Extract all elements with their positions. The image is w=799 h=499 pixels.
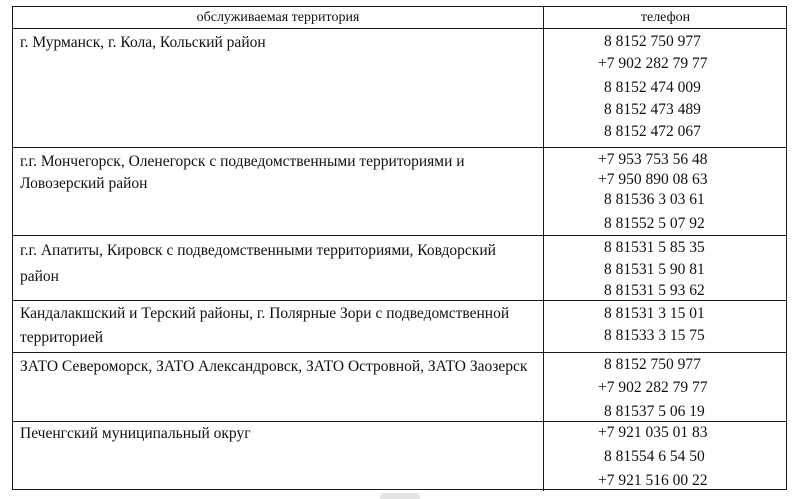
contacts-table [12,6,787,490]
phone-number: 8 8152 472 067 [604,123,701,140]
phone-number: 8 81554 6 54 50 [604,448,705,465]
territory-cell [13,29,544,147]
table-header-row [13,7,786,29]
phone-number: 8 81531 5 85 35 [604,239,705,256]
phone-number: +7 902 282 79 77 [598,55,708,72]
table-row [13,148,786,236]
phone-number: +7 902 282 79 77 [598,379,708,396]
phone-cell [544,353,787,421]
phone-number: 8 8152 750 977 [604,33,701,50]
table-row [13,353,786,422]
header-territory [13,7,544,28]
territory-text: ЗАТО Североморск, ЗАТО Александровск, ЗАТО Островной, ЗАТО Заозерск [20,358,528,375]
phone-number: 8 81537 5 06 19 [604,403,705,420]
phone-cell [544,236,787,300]
phone-number: 8 81531 3 15 01 [604,305,705,322]
phone-number: +7 950 890 08 63 [598,171,708,188]
phone-cell [544,301,787,352]
phone-number: 8 8152 750 977 [604,356,701,373]
territory-text: г.г. Мончегорск, Оленегорск с подведомственными территориями и Ловозерский район [20,153,465,192]
scroll-handle[interactable] [380,493,420,499]
table-row [13,29,786,148]
header-phone-label: телефон [640,9,691,25]
header-phone [544,7,787,28]
header-territory-label: обслуживаемая территория [196,9,360,25]
territory-cell [13,236,544,300]
phone-number: 8 81552 5 07 92 [604,215,705,232]
phone-number: 8 8152 474 009 [604,79,701,96]
territory-cell [13,148,544,235]
phone-number: 8 81536 3 03 61 [604,191,705,208]
table-row [13,236,786,301]
territory-cell [13,301,544,352]
phone-cell [544,422,787,491]
phone-number: 8 81531 5 90 81 [604,261,705,278]
phone-number: 8 81531 5 93 62 [604,282,705,299]
table-row [13,301,786,353]
phone-number: +7 953 753 56 48 [598,151,708,168]
territory-text: Печенгский муниципальный округ [20,425,251,442]
territory-text: г.г. Апатиты, Кировск с подведомственными территориями, Ковдорский район [20,242,496,285]
phone-number: +7 921 516 00 22 [598,472,708,489]
phone-cell [544,148,787,235]
table-row [13,422,786,491]
phone-number: 8 8152 473 489 [604,101,701,118]
territory-cell [13,422,544,491]
territory-text: г. Мурманск, г. Кола, Кольский район [20,34,266,51]
phone-cell [544,29,787,147]
territory-text: Кандалакшский и Терский районы, г. Полярные Зори с подведомственной территорией [20,305,510,346]
territory-cell [13,353,544,421]
phone-number: 8 81533 3 15 75 [604,327,705,344]
phone-number: +7 921 035 01 83 [598,424,708,441]
